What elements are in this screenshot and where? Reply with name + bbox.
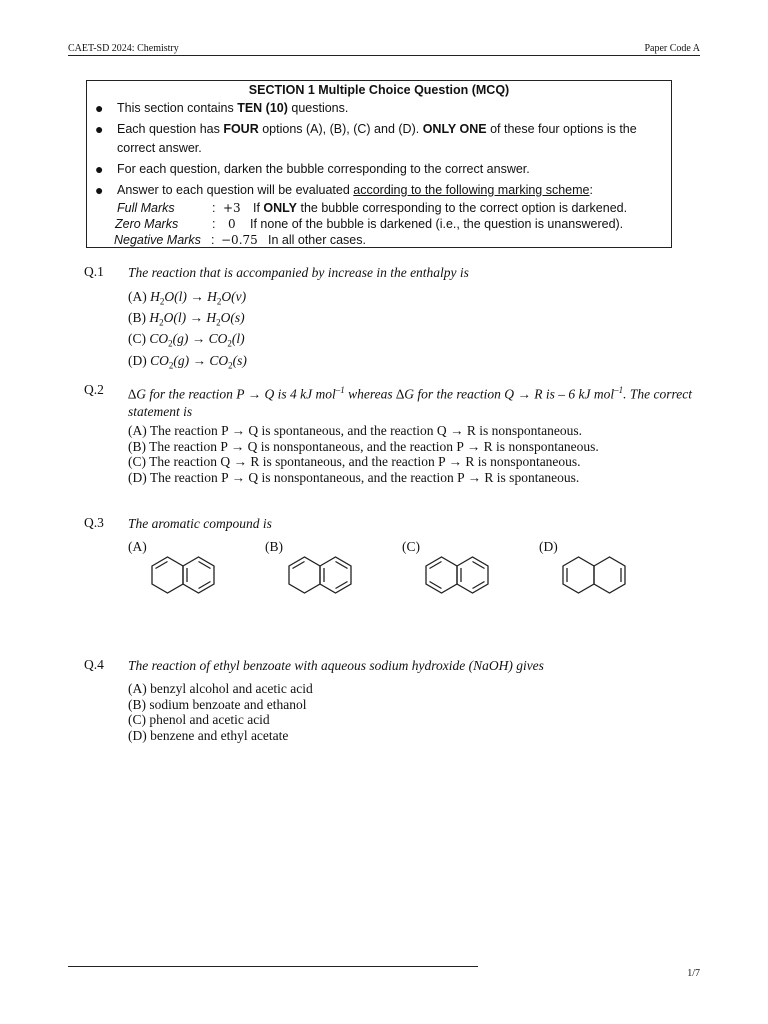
q2-option-b: (B) The reaction P → Q is nonspontaneous, and the reaction P → R is nonspontaneous.	[128, 438, 599, 454]
q4-options	[128, 681, 313, 743]
q4-option-d: (D) benzene and ethyl acetate	[128, 727, 289, 743]
header-divider	[68, 55, 700, 56]
q2-options	[128, 423, 599, 485]
question-number: Q.2	[84, 382, 104, 397]
q1-option-b: (B) $H_2O(l) \to H_2O(s)$	[128, 310, 245, 328]
header-title: CAET-SD 2024: Chemistry	[68, 43, 179, 54]
structure-a	[148, 556, 220, 596]
section-instructions: SECTION 1 Multiple Choice Question (MCQ) ● This section contains TEN (10) questions. ● Each question has FOUR options (A), (B), (C) and (D). ONLY ONE of these four options is the correct answer. ● For each question, darken the bubble corresponding to the correct answer. ● Answer to each question will be evaluated according to the following marking scheme: Full Marks : +3 If ONLY the bubble corresponding to the correct option is darkened. Zero Marks : 0 If none of the bubble is darkened (i.e., the question is unanswered). Negative Marks : −0.75 In all other cases.	[86, 80, 672, 248]
q1-option-a: (A) $H_2O(l) \to H_2O(v)$	[128, 289, 247, 307]
q3-option-a-label: (A)	[128, 539, 147, 554]
q3-option-c-label: (C)	[402, 539, 420, 554]
structure-b	[285, 556, 357, 596]
question-number: Q.3	[84, 515, 104, 530]
question-number: Q.1	[84, 264, 104, 279]
question-text: ∆G for the reaction P → Q is 4 kJ mol$^{-1}$ whereas ∆G for the reaction Q → R is – 6 kJ mol$^{-1}$. The correct statement is	[128, 385, 692, 419]
q2-option-d: (D) The reaction P → Q is nonspontaneous, and the reaction P → R is spontaneous.	[128, 469, 580, 485]
question-text: The reaction that is accompanied by increase in the enthalpy is	[128, 265, 469, 280]
q1-options	[128, 289, 247, 374]
footer-divider	[68, 966, 478, 967]
section-title: SECTION 1 Multiple Choice Question (MCQ)	[248, 83, 510, 97]
q3-option-b-label: (B)	[265, 539, 283, 554]
question-text: The aromatic compound is	[128, 516, 272, 531]
q2-option-c: (C) The reaction Q → R is spontaneous, and the reaction P → R is nonspontaneous.	[128, 454, 581, 469]
q1-option-c: (C) $CO_2(g) \to CO_2(l)$	[128, 331, 245, 350]
paper-code: Paper Code A	[644, 43, 700, 54]
question-number: Q.4	[84, 657, 104, 672]
question-text: The reaction of ethyl benzoate with aqueous sodium hydroxide (NaOH) gives	[128, 658, 544, 673]
q3-option-d-label: (D)	[539, 539, 558, 554]
bullet-icon: ●	[95, 100, 104, 116]
bullet-icon: ●	[95, 182, 104, 198]
q4-option-c: (C) phenol and acetic acid	[128, 712, 270, 727]
instruction-bullet-3: ● For each question, darken the bubble corresponding to the correct answer.	[95, 161, 530, 177]
q4-option-b: (B) sodium benzoate and ethanol	[128, 696, 307, 712]
bullet-icon: ●	[95, 121, 104, 137]
instruction-bullet-4: ● Answer to each question will be evaluated according to the following marking scheme:	[95, 182, 593, 198]
q1-option-d: (D) $CO_2(g) \to CO_2(s)$	[128, 352, 247, 371]
structure-c	[422, 556, 494, 596]
instruction-bullet-1: ● This section contains TEN (10) questions.	[95, 100, 349, 116]
q4-option-a: (A) benzyl alcohol and acetic acid	[128, 681, 313, 696]
bullet-icon: ●	[95, 161, 104, 177]
page-number: 1/7	[687, 968, 700, 979]
instruction-bullet-2: ● Each question has FOUR options (A), (B), (C) and (D). ONLY ONE of these four options is the correct answer.	[95, 121, 637, 155]
q2-option-a: (A) The reaction P → Q is spontaneous, and the reaction Q → R is nonspontaneous.	[128, 423, 583, 438]
structure-d	[559, 556, 631, 596]
